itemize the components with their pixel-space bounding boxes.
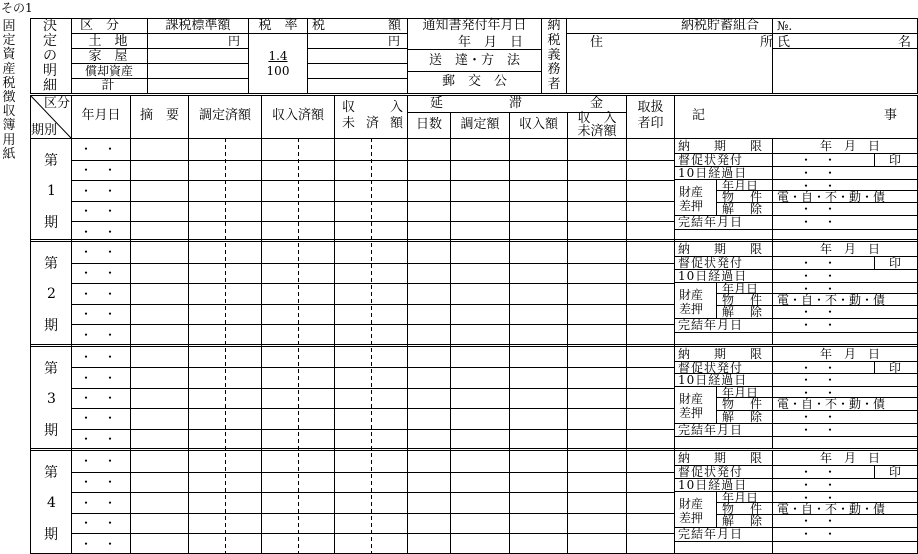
row-land: 土 地 [88,34,128,49]
tax-header-right: 額 [388,18,402,33]
uncollected-top-right: 入 [390,100,404,115]
union-label: 納税貯蓄組合 [680,18,759,33]
record-release-dots: ・ ・ [800,410,837,424]
date-dots: ・ ・ [80,245,117,259]
row-depreciable: 償却資産 [84,64,133,78]
record-demand-stamp: 印 [889,361,902,375]
period-number: 1 [47,183,56,199]
date-dots: ・ ・ [80,391,117,405]
record-release: 解 除 [722,514,765,528]
record-property-value: 電・自・不・動・債 [777,397,886,411]
record-seizure-top: 財産 [679,392,704,406]
record-property: 物 件 [722,397,765,411]
record-property: 物 件 [722,293,765,307]
record-demand-dots: ・ ・ [800,361,837,375]
record-due: 納 期 限 [678,139,769,153]
side-title: 固 定 資 産 税 徴 収 簿 用 紙 [2,19,16,162]
uncollected-top-left: 収 [342,100,356,115]
notice-method-values: 郵 交 公 [441,74,507,89]
record-demand-dots: ・ ・ [800,153,837,167]
record-seizure-top: 財産 [679,288,704,302]
handler-bottom: 者印 [637,116,664,131]
record-seizure-date-dots: ・ ・ [800,282,837,296]
date-dots: ・ ・ [80,350,117,364]
record-demand-stamp: 印 [889,153,902,167]
record-seizure-top: 財産 [679,497,704,511]
record-property-value: 電・自・不・動・債 [777,190,886,204]
days-col-header: 日数 [415,117,442,132]
date-dots: ・ ・ [80,142,117,156]
record-ten-days-dots: ・ ・ [800,269,837,283]
record-ten-days-dots: ・ ・ [800,478,837,492]
record-property: 物 件 [722,190,765,204]
record-seizure-date-dots: ・ ・ [800,386,837,400]
period-suffix: 期 [44,318,58,334]
rate-numerator: 1.4 [268,49,288,63]
delay-mid: 滞 [509,96,523,111]
taxpayer-vertical-label: 納 税 義 務 者 [547,18,561,93]
date-dots: ・ ・ [80,475,117,489]
period-prefix: 第 [44,153,58,169]
row-total: 計 [101,78,115,93]
delay-right: 金 [590,96,604,111]
date-dots: ・ ・ [80,163,117,177]
date-dots: ・ ・ [80,411,117,425]
record-completed: 完結年月日 [678,318,744,332]
period-number: 2 [47,286,56,302]
date-dots: ・ ・ [80,496,117,510]
kubun-col-label: 区分 [44,96,71,111]
name-right: 名 [898,35,912,50]
kubun-vertical-label: 決 定 の 明 細 [43,18,57,94]
record-demand-dots: ・ ・ [800,465,837,479]
period-number: 4 [47,495,56,511]
period-prefix: 第 [44,465,58,481]
record-due-value: 年 月 日 [820,347,881,361]
period-suffix: 期 [44,527,58,543]
record-completed: 完結年月日 [678,423,744,437]
record-seizure-bottom: 差押 [679,199,704,213]
address-label-right: 所 [760,35,774,50]
delay-left: 延 [430,96,444,111]
record-completed: 完結年月日 [678,215,744,229]
record-seizure-date: 年月日 [722,386,759,400]
record-property: 物 件 [722,502,765,516]
record-ten-days: 10日経過日 [678,373,748,387]
yen-tax: 円 [388,34,401,48]
record-release: 解 除 [722,305,765,319]
record-release: 解 除 [722,410,765,424]
period-prefix: 第 [44,256,58,272]
date-dots: ・ ・ [80,432,117,446]
address-label-left: 住 [590,35,604,50]
uncollected-bottom-right: 額 [390,116,404,131]
record-demand: 督促状発付 [678,256,744,270]
date-dots: ・ ・ [80,307,117,321]
record-due-value: 年 月 日 [820,242,881,256]
d-uncollected-bottom: 未済額 [577,124,617,139]
record-completed-dots: ・ ・ [800,423,837,437]
record-due-value: 年 月 日 [820,451,881,465]
d-collected-col-header: 収入額 [518,117,558,132]
summary-col-header: 摘 要 [139,108,179,123]
record-ten-days: 10日経過日 [678,269,748,283]
rate-denominator: 100 [266,64,290,78]
kazei-header: 課税標準額 [165,18,231,33]
record-ten-days: 10日経過日 [678,478,748,492]
notice-title: 通知書発付年月日 [422,18,527,33]
yen-kazei: 円 [228,34,241,48]
collected-col-header: 収入済額 [271,108,324,123]
record-ten-days-dots: ・ ・ [800,373,837,387]
date-dots: ・ ・ [80,454,117,468]
period-suffix: 期 [44,423,58,439]
date-dots: ・ ・ [80,287,117,301]
record-seizure-bottom: 差押 [679,511,704,525]
record-property-value: 電・自・不・動・債 [777,502,886,516]
record-demand: 督促状発付 [678,361,744,375]
date-dots: ・ ・ [80,266,117,280]
kubun-header: 区 分 [80,18,120,33]
d-assessed-col-header: 調定額 [460,117,500,132]
record-ten-days: 10日経過日 [678,166,748,180]
record-seizure-top: 財産 [679,185,704,199]
record-seizure-date: 年月日 [722,491,759,505]
notice-date: 年 月 日 [458,35,524,50]
record-seizure-date-dots: ・ ・ [800,179,837,193]
record-due: 納 期 限 [678,242,769,256]
record-ten-days-dots: ・ ・ [800,166,837,180]
record-demand-stamp: 印 [889,465,902,479]
name-left: 氏 [777,35,791,50]
record-due-value: 年 月 日 [820,139,881,153]
record-completed-dots: ・ ・ [800,215,837,229]
period-number: 3 [47,391,56,407]
record-completed: 完結年月日 [678,527,744,541]
uncollected-bottom-mid: 済 [366,116,380,131]
period-prefix: 第 [44,361,58,377]
date-dots: ・ ・ [80,204,117,218]
record-release-dots: ・ ・ [800,514,837,528]
rate-header: 税 率 [258,18,298,33]
record-due: 納 期 限 [678,347,769,361]
record-seizure-date: 年月日 [722,282,759,296]
record-right: 事 [884,108,898,123]
handler-top: 取扱 [637,100,664,115]
record-release: 解 除 [722,202,765,216]
date-col-header: 年月日 [81,108,121,123]
record-due: 納 期 限 [678,451,769,465]
tax-header-left: 税 [312,18,326,33]
d-uncollected-top: 収 入 [577,111,617,126]
notice-method: 送 達・方 法 [428,53,520,68]
record-completed-dots: ・ ・ [800,318,837,332]
record-demand: 督促状発付 [678,153,744,167]
uncollected-bottom-left: 未 [342,116,356,131]
record-release-dots: ・ ・ [800,202,837,216]
record-completed-dots: ・ ・ [800,527,837,541]
kibetsu-col-label: 期別 [31,123,58,138]
record-seizure-date: 年月日 [722,179,759,193]
date-dots: ・ ・ [80,516,117,530]
form-label: その1 [1,1,33,15]
row-house: 家 屋 [88,49,128,64]
record-demand-stamp: 印 [889,256,902,270]
date-dots: ・ ・ [80,371,117,385]
record-seizure-bottom: 差押 [679,302,704,316]
date-dots: ・ ・ [80,225,117,239]
number-label: №. [777,19,793,33]
record-property-value: 電・自・不・動・債 [777,293,886,307]
date-dots: ・ ・ [80,537,117,551]
record-seizure-date-dots: ・ ・ [800,491,837,505]
record-release-dots: ・ ・ [800,305,837,319]
assessed-col-header: 調定済額 [198,108,251,123]
period-suffix: 期 [44,215,58,231]
date-dots: ・ ・ [80,328,117,342]
record-demand-dots: ・ ・ [800,256,837,270]
record-demand: 督促状発付 [678,465,744,479]
record-seizure-bottom: 差押 [679,406,704,420]
date-dots: ・ ・ [80,184,117,198]
record-left: 記 [692,108,706,123]
